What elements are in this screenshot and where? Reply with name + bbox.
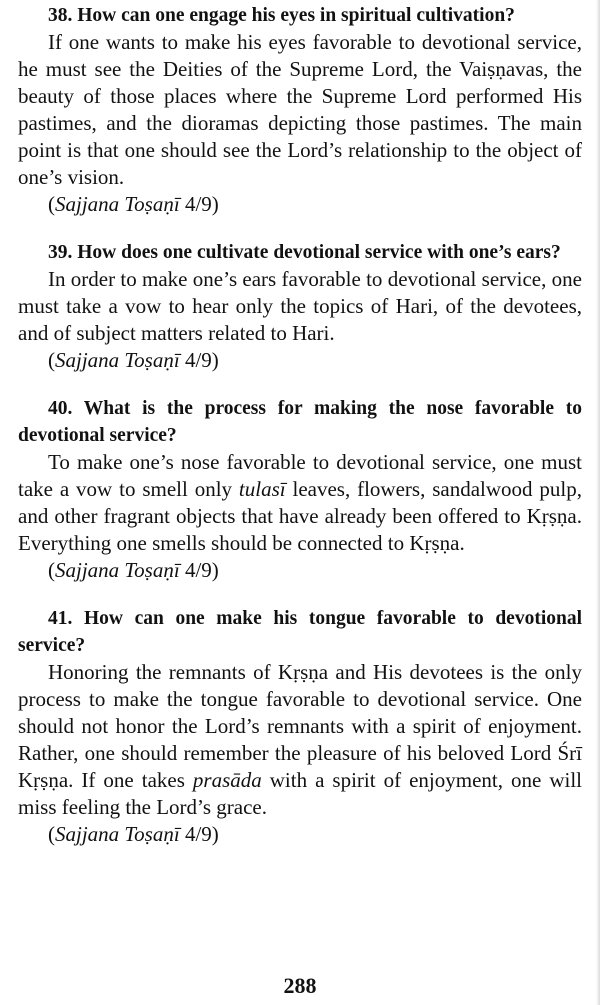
source-title: Sajjana Toṣaṇī [55, 558, 180, 582]
qa-entry-38 [18, 2, 582, 218]
source-title: Sajjana Toṣaṇī [55, 192, 180, 216]
answer-paragraph: If one wants to make his eyes favorable to devotional service, he must see the Deities of the Supreme Lord, the Vaiṣṇavas, the beauty of those places where the Supreme Lord performed His pastimes, and the dioramas depicting those pastimes. The main point is that one should see the Lord’s relationship to the object of one’s vision. [18, 30, 582, 189]
answer-paragraph [18, 449, 582, 557]
page-edge-shadow [596, 0, 600, 1005]
source-ref: 4/9 [184, 558, 212, 582]
source-citation: (Sajjana Toṣaṇī 4/9) [48, 348, 219, 372]
qa-entry-39 [18, 239, 582, 374]
source-citation: (Sajjana Toṣaṇī 4/9) [48, 192, 219, 216]
question-heading: 39. How does one cultivate devotional service with one’s ears? [48, 242, 561, 263]
answer-text: with a spirit of enjoyment, one will miss feeling the Lord’s grace. [18, 768, 583, 819]
question-heading: 38. How can one engage his eyes in spiritual cultivation? [48, 5, 515, 26]
answer-paragraph: In order to make one’s ears favorable to devotional service, one must take a vow to hear only the topics of Hari, of the devotees, and of subject matters related to Hari. [18, 267, 582, 345]
question-heading: 41. How can one make his tongue favorable to devotional service? [18, 608, 582, 656]
answer-text: Honoring the remnants of Kṛṣṇa and His devotees is the only process to make the tongue favorable to devotional service. One should not honor the Lord’s remnants with a spirit of enjoyment. Rather, one should remember the pleasure of his beloved Lord Śrī Kṛṣṇa. If one takes [18, 660, 582, 792]
page-content [18, 2, 582, 869]
source-ref: 4/9 [184, 822, 212, 846]
source-ref: 4/9 [184, 192, 212, 216]
question-heading: 40. What is the process for making the nose favorable to devotional service? [18, 398, 582, 446]
page-number: 288 [283, 973, 317, 998]
answer-italic-term: prasāda [192, 768, 262, 792]
answer-text: To make one’s nose favorable to devotional service, one must take a vow to smell only [18, 450, 582, 501]
qa-entry-40 [18, 395, 582, 584]
qa-entry-41 [18, 605, 582, 848]
source-title: Sajjana Toṣaṇī [55, 348, 180, 372]
source-citation: (Sajjana Toṣaṇī 4/9) [48, 822, 219, 846]
source-title: Sajjana Toṣaṇī [55, 822, 180, 846]
source-citation: (Sajjana Toṣaṇī 4/9) [48, 558, 219, 582]
answer-text: leaves, flowers, sandalwood pulp, and other fragrant objects that have already been offered to Kṛṣṇa. Everything one smells should be connected to Kṛṣṇa. [18, 477, 582, 555]
answer-italic-term: tulasī [238, 477, 286, 501]
source-ref: 4/9 [184, 348, 212, 372]
answer-paragraph [18, 659, 582, 821]
